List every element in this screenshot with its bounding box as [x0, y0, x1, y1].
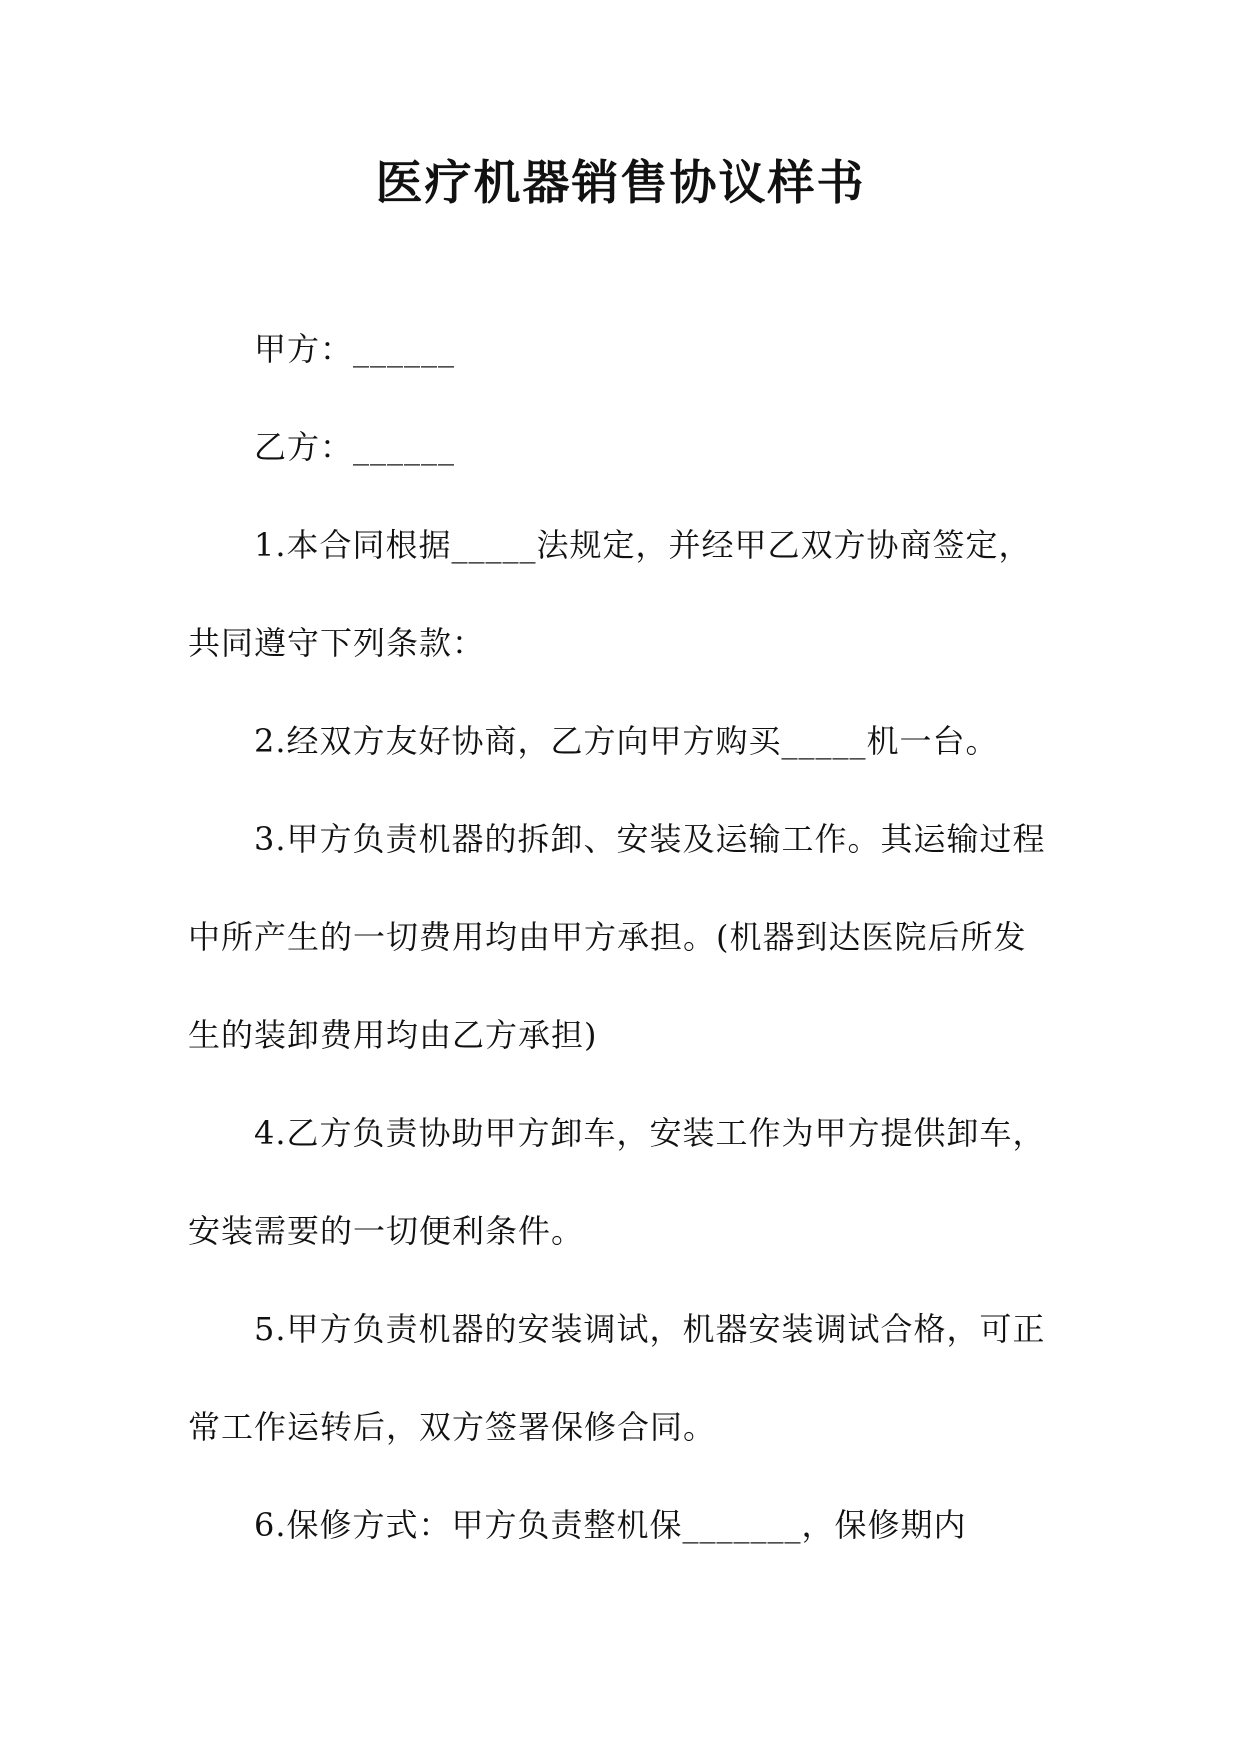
clause-4: 4.乙方负责协助甲方卸车，安装工作为甲方提供卸车，安装需要的一切便利条件。 [188, 1114, 1046, 1250]
clause-2: 2.经双方友好协商，乙方向甲方购买_____机一台。 [254, 722, 999, 760]
document-body [188, 300, 1048, 1574]
document-title: 医疗机器销售协议样书 [375, 156, 866, 211]
party-b-line: 乙方：______ [254, 428, 456, 466]
party-a-line: 甲方：______ [254, 330, 456, 368]
clause-5: 5.甲方负责机器的安装调试，机器安装调试合格，可正常工作运转后，双方签署保修合同。 [188, 1310, 1046, 1446]
clause-1: 1.本合同根据_____法规定，并经甲乙双方协商签定，共同遵守下列条款： [188, 526, 1032, 662]
clause-6: 6.保修方式：甲方负责整机保_______，保修期内 [254, 1506, 967, 1544]
clause-3: 3.甲方负责机器的拆卸、安装及运输工作。其运输过程中所产生的一切费用均由甲方承担。(机器到达医院后所发生的装卸费用均由乙方承担) [188, 820, 1046, 1054]
